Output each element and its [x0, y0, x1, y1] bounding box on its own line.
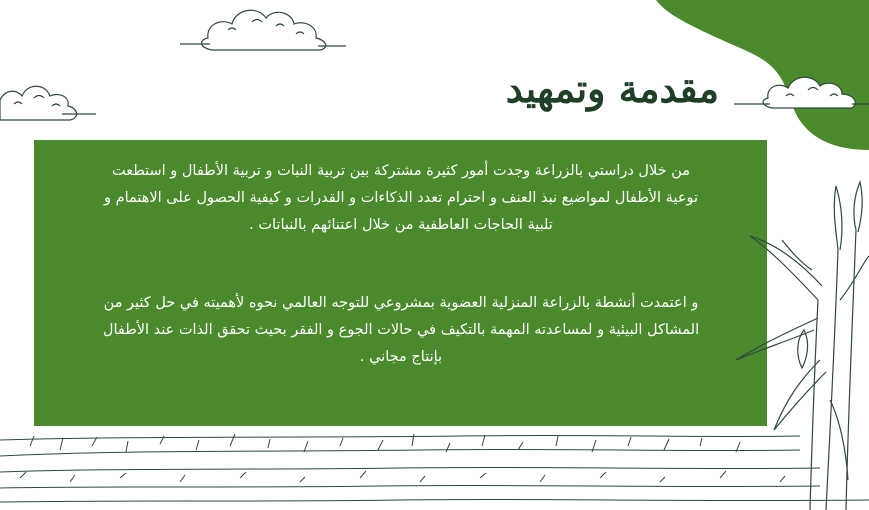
intro-paragraph-1: من خلال دراستي بالزراعة وجدت أمور كثيرة مشتركة بين تربية النبات و تربية الأطفال و استطعت توعية الأطفال لمواضيع نبذ العنف و احترام تعدد الذكاءات و القدرات و كيفية الحصول على الاهتمام و تلبية الحاجات العاطفية من خلال اعتنائهم بالنباتات . — [103, 163, 698, 233]
slide-title: مقدمة وتمهيد — [505, 66, 719, 111]
content-box — [34, 140, 767, 426]
intro-paragraph-2: و اعتمدت أنشطة بالزراعة المنزلية العضوية بمشروعي للتوجه العالمي نحوه لأهميته في حل كثير من المشاكل البيئية و لمساعدته المهمة بالتكيف في حالات الجوع و الفقر بحيث تحقق الذات عند الأطفال بإنتاج مجاني . — [102, 295, 700, 365]
